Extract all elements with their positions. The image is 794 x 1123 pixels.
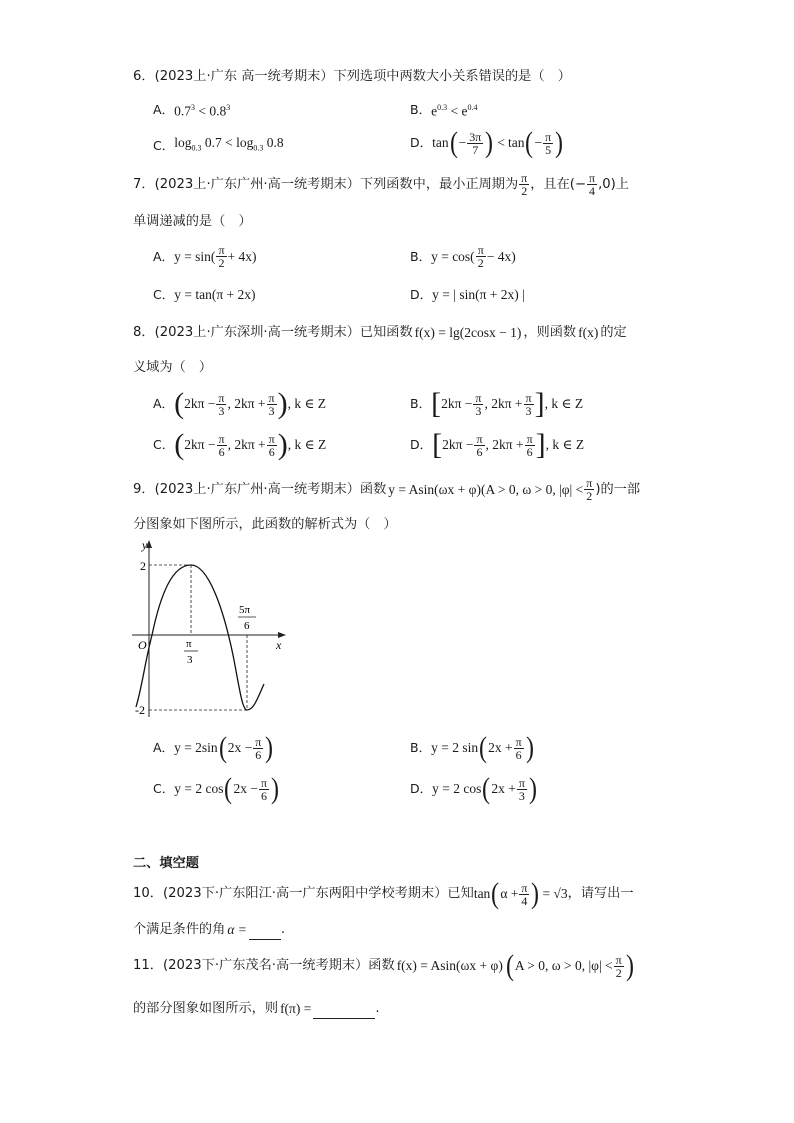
q9-stem: 9．(2023上·广东广州·高一统考期末）函数 y = Asin(ωx + φ)(A > 0, ω > 0, |φ| < $\frac{\pi}{2}$ )的一部 (133, 476, 641, 503)
q8-option-c[interactable]: C． ( 2kπ − $\frac{\pi}{6}$ , 2kπ + $\frac{\pi}{6}$ ) , k ∈ Z (153, 428, 327, 461)
origin-label: O (138, 638, 147, 652)
q6-stem: 6．(2023上·广东 高一统考期末）下列选项中两数大小关系错误的是（ ） (133, 69, 571, 84)
q9-option-c[interactable]: C． y = 2 cos ( 2x − $\frac{\pi}{6}$ ) (153, 772, 280, 805)
q8-option-b[interactable]: B． [ 2kπ − $\frac{\pi}{3}$ , 2kπ + $\frac{\pi}{3}$ ] , k ∈ Z (410, 387, 584, 420)
y-axis-label: y (142, 538, 148, 552)
tick-x-5pi6-den: 6 (244, 620, 250, 632)
q9-option-b[interactable]: B． y = 2 sin ( 2x + $\frac{\pi}{6}$ ) (410, 731, 534, 764)
q8-option-a[interactable]: A． ( 2kπ − $\frac{\pi}{3}$ , 2kπ + $\frac{\pi}{3}$ ) , k ∈ Z (153, 387, 327, 420)
q10-answer-blank[interactable] (249, 925, 281, 940)
q9-option-d[interactable]: D． y = 2 cos ( 2x + $\frac{\pi}{3}$ ) (410, 772, 537, 805)
q7-option-b[interactable]: B． y = cos( $\frac{\pi}{2}$ − 4x) (410, 243, 516, 270)
tick-x-pi3-den: 3 (187, 654, 193, 666)
q11-stem: 11．(2023下·广东茂名·高一统考期末）函数 f(x) = Asin(ωx + φ) ( A > 0, ω > 0, |φ| < $\frac{\pi}{2}$ ) (133, 949, 634, 982)
q7-option-d[interactable]: D． y = | sin(π + 2x) | (410, 287, 525, 302)
q6-option-d[interactable]: D． tan ( − $\frac{3\pi}{7}$ ) < tan ( − $\frac{\pi}{5}$ ) (410, 126, 564, 159)
q8-option-d[interactable]: D． [ 2kπ − $\frac{\pi}{6}$ , 2kπ + $\frac{\pi}{6}$ ] , k ∈ Z (410, 428, 585, 461)
q7-option-a[interactable]: A． y = sin( $\frac{\pi}{2}$ + 4x) (153, 243, 257, 270)
q6-option-a[interactable]: A． $0.7^3 < 0.8^3$ (153, 101, 231, 119)
q7-stem: 7．(2023上·广东广州·高一统考期末）下列函数中，最小正周期为 $\frac{\pi}{2}$ ，且在(− $\frac{\pi}{4}$ ,0)上 (133, 171, 629, 198)
q10-stem: 10．(2023下·广东阳江·高一广东两阳中学校考期末）已知 tan ( α + $\frac{\pi}{4}$ ) = √3 ，请写出一 (133, 877, 634, 910)
tick-x-5pi6-num: 5π (239, 604, 251, 616)
q10-stem-line2: 个满足条件的角 α = . (133, 920, 285, 940)
section-title-fill-in: 二、填空题 (133, 856, 199, 871)
sine-curve (136, 565, 264, 710)
q6-option-b[interactable]: B． $e^{0.3} < e^{0.4}$ (410, 101, 478, 119)
tick-x-pi3-num: π (186, 638, 192, 650)
q8-stem: 8．(2023上·广东深圳·高一统考期末）已知函数 f(x) = lg(2cosx − 1) ，则函数 f(x) 的定 (133, 325, 627, 340)
q9-stem-line2: 分图象如下图所示，此函数的解析式为（ ） (133, 517, 397, 532)
q7-option-c[interactable]: C． y = tan(π + 2x) (153, 287, 256, 302)
q8-stem-line2: 义域为（ ） (133, 360, 213, 375)
q9-graph (128, 537, 298, 722)
tick-y-2: 2 (140, 559, 146, 573)
q9-option-a[interactable]: A． y = 2sin ( 2x − $\frac{\pi}{6}$ ) (153, 731, 274, 764)
q11-answer-blank[interactable] (313, 1004, 375, 1019)
q6-option-c[interactable]: C． $\log_{0.3} 0.7 < \log_{0.3} 0.8$ (153, 135, 284, 153)
q7-stem-line2: 单调递减的是（ ） (133, 214, 252, 229)
q11-stem-line2: 的部分图象如图所示，则 f(π) = . (133, 999, 380, 1019)
x-axis-label: x (276, 638, 282, 652)
tick-y-neg2: -2 (135, 703, 145, 717)
